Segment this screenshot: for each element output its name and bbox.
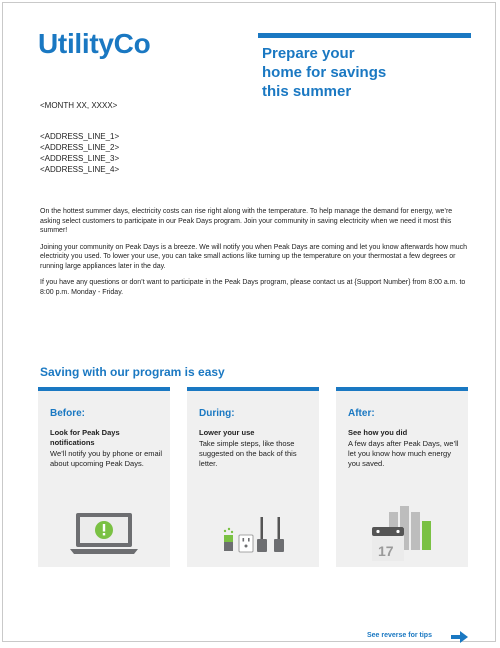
card-accent-bar bbox=[336, 387, 468, 391]
program-card-after bbox=[336, 387, 468, 567]
address-line: <ADDRESS_LINE_3> bbox=[40, 154, 120, 163]
body-paragraph: If you have any questions or don’t want to participate in the Peak Days program, please contact us at {Support Number} from 8:00 a.m. to 8:00 p.m. Monday - Friday. bbox=[40, 279, 466, 296]
card-heading: During: bbox=[199, 408, 235, 419]
card-accent-bar bbox=[38, 387, 170, 391]
address-line: <ADDRESS_LINE_1> bbox=[40, 132, 120, 141]
letter-page bbox=[2, 2, 496, 642]
letter-body bbox=[40, 207, 468, 304]
program-card-before bbox=[38, 387, 170, 567]
brand-logo: UtilityCo bbox=[38, 28, 151, 59]
program-section-title: Saving with our program is easy bbox=[40, 365, 225, 379]
card-subheading: Look for Peak Days notifications bbox=[50, 428, 120, 447]
hero-title-line: this summer bbox=[262, 83, 352, 100]
card-heading: After: bbox=[348, 408, 375, 419]
card-accent-bar bbox=[187, 387, 319, 391]
address-line: <ADDRESS_LINE_4> bbox=[40, 165, 120, 174]
hero-accent-bar bbox=[258, 33, 471, 38]
card-heading: Before: bbox=[50, 408, 86, 419]
address-line: <ADDRESS_LINE_2> bbox=[40, 143, 120, 152]
body-paragraph: On the hottest summer days, electricity costs can rise right along with the temperature. To help manage the demand for energy, we’re asking select customers to participate in our Peak Days program. Join your community in saving electricity when we need it most this summer! bbox=[40, 208, 453, 234]
hero-title-line: home for savings bbox=[262, 64, 387, 81]
card-subheading: See how you did bbox=[348, 428, 408, 437]
hero-title-line: Prepare your bbox=[262, 45, 355, 62]
program-card-during bbox=[187, 387, 319, 567]
card-subheading: Lower your use bbox=[199, 428, 255, 437]
calendar-chart-icon bbox=[336, 503, 468, 567]
address-block bbox=[40, 131, 119, 175]
card-text: Take simple steps, like those suggested on the back of this letter. bbox=[199, 439, 297, 468]
card-text: We’ll notify you by phone or email about upcoming Peak Days. bbox=[50, 449, 163, 468]
laptop-alert-icon bbox=[38, 503, 170, 567]
power-plugs-icon bbox=[187, 503, 319, 567]
see-reverse-link[interactable]: See reverse for tips bbox=[367, 632, 432, 639]
card-text: A few days after Peak Days, we’ll let you know how much energy you saved. bbox=[348, 439, 459, 468]
hero-title bbox=[262, 44, 472, 101]
arrow-right-icon[interactable] bbox=[451, 630, 469, 648]
letter-date: <MONTH XX, XXXX> bbox=[40, 101, 118, 110]
body-paragraph: Joining your community on Peak Days is a breeze. We will notify you when Peak Days are coming and let you know afterwards how much electricity you used. To lower your use, you can take small actions like turning up the temperature on your thermostat a few degrees or running large appliances later in the day. bbox=[40, 243, 468, 270]
calendar-day: 17 bbox=[378, 543, 394, 559]
